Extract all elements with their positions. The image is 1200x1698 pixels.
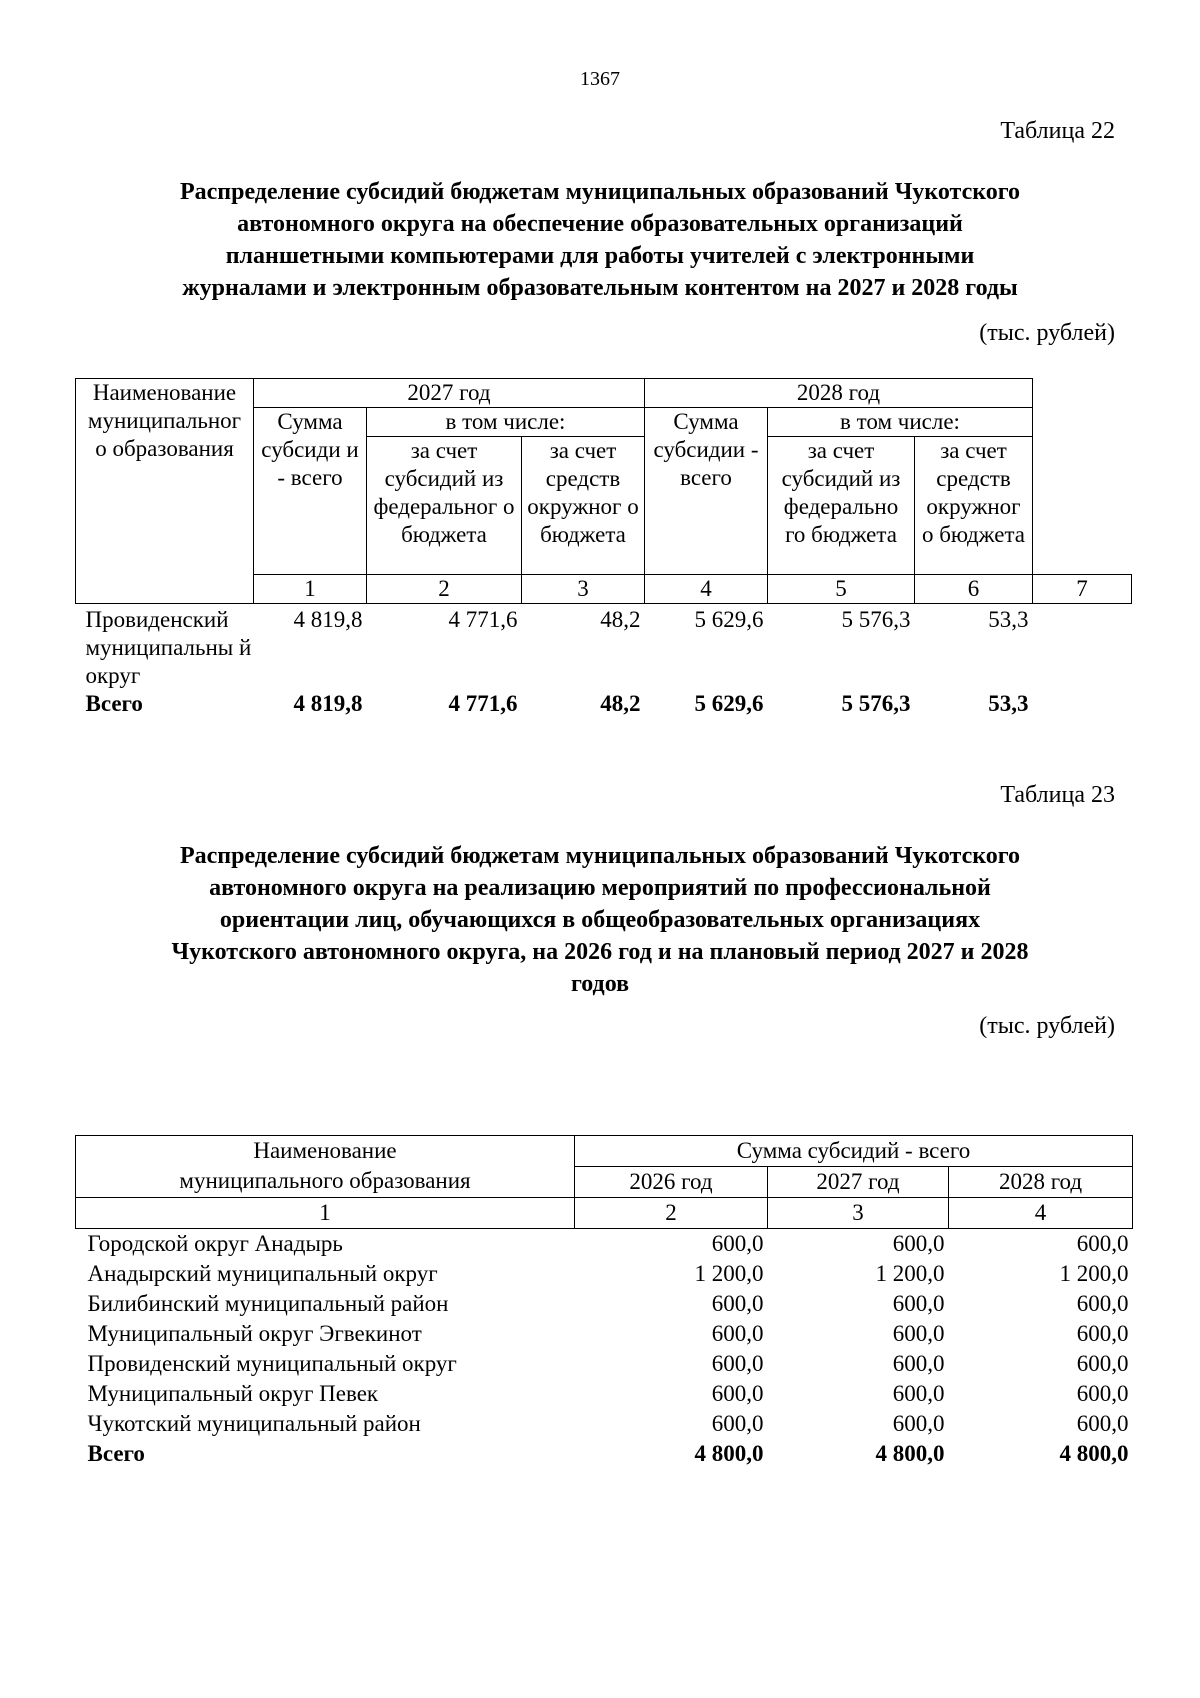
total-value: 53,3 — [988, 691, 1029, 716]
col-number: 1 — [254, 575, 367, 604]
cell-value: 4 819,8 — [293, 607, 363, 632]
col-number: 7 — [1033, 575, 1132, 604]
table-row — [76, 1259, 1133, 1289]
row-name: Провиденский муниципальны й округ — [85, 607, 252, 688]
cell-value: 600,0 — [711, 1231, 764, 1256]
subsidy-table-22 — [75, 378, 1132, 718]
cell-value: 600,0 — [892, 1381, 945, 1406]
header-sum-total: Сумма субсидий - всего — [575, 1136, 1133, 1167]
header-year-2028: 2028 год — [949, 1167, 1133, 1198]
col-number: 6 — [915, 575, 1033, 604]
header-including-2027: в том числе: — [367, 408, 645, 437]
col-number: 2 — [367, 575, 522, 604]
col-number: 4 — [949, 1198, 1133, 1229]
cell-value: 600,0 — [711, 1411, 764, 1436]
table-row — [76, 1289, 1133, 1319]
col-number: 3 — [522, 575, 645, 604]
cell-value: 53,3 — [988, 607, 1029, 632]
table-23-title — [60, 840, 1140, 1000]
total-value: 4 819,8 — [293, 691, 363, 716]
cell-value: 600,0 — [711, 1381, 764, 1406]
table-23-label: Таблица 23 — [1000, 782, 1115, 808]
row-name: Муниципальный округ Эгвекинот — [87, 1321, 422, 1346]
row-name: Билибинский муниципальный район — [87, 1291, 449, 1316]
cell-value: 600,0 — [1076, 1381, 1129, 1406]
total-value: 48,2 — [600, 691, 641, 716]
header-district-2028: за счет средств окружног о бюджета — [915, 437, 1033, 575]
title-line: ориентации лиц, обучающихся в общеобразовательных организациях — [219, 907, 981, 933]
total-label: Всего — [87, 1441, 145, 1466]
cell-value: 1 200,0 — [1059, 1261, 1129, 1286]
header-year-2026: 2026 год — [575, 1167, 768, 1198]
title-line: Распределение субсидий бюджетам муниципальных образований Чукотского — [179, 179, 1021, 205]
cell-value: 5 629,6 — [694, 607, 764, 632]
total-value: 5 576,3 — [841, 691, 911, 716]
cell-value: 600,0 — [892, 1231, 945, 1256]
total-value: 4 800,0 — [694, 1441, 764, 1466]
header-name-line: муниципального образования — [179, 1168, 471, 1193]
row-name: Чукотский муниципальный район — [87, 1411, 421, 1436]
cell-value: 1 200,0 — [875, 1261, 945, 1286]
cell-value: 600,0 — [711, 1351, 764, 1376]
table-row — [76, 1409, 1133, 1439]
header-total-2027: Сумма субсиди и - всего — [254, 408, 367, 575]
total-label: Всего — [85, 691, 143, 716]
cell-value: 600,0 — [1076, 1291, 1129, 1316]
subsidy-table-23 — [75, 1135, 1133, 1469]
total-value: 4 800,0 — [875, 1441, 945, 1466]
header-name-line: Наименование — [253, 1138, 397, 1163]
table-row — [76, 604, 1132, 691]
title-line: Чукотского автономного округа, на 2026 год и на плановый период 2027 и 2028 — [171, 939, 1029, 965]
cell-value: 600,0 — [892, 1291, 945, 1316]
table-row — [76, 1229, 1133, 1260]
col-number: 4 — [645, 575, 768, 604]
row-name: Провиденский муниципальный округ — [87, 1351, 457, 1376]
col-number: 5 — [768, 575, 915, 604]
cell-value: 1 200,0 — [694, 1261, 764, 1286]
cell-value: 600,0 — [711, 1321, 764, 1346]
cell-value: 600,0 — [1076, 1231, 1129, 1256]
cell-value: 600,0 — [892, 1321, 945, 1346]
header-name-column — [76, 1136, 575, 1198]
row-name: Муниципальный округ Певек — [87, 1381, 379, 1406]
page-number: 1367 — [580, 68, 620, 90]
table-row — [76, 1349, 1133, 1379]
total-row — [76, 690, 1132, 718]
header-district-2027: за счет средств окружног о бюджета — [522, 437, 645, 575]
title-line: журналами и электронным образовательным контентом на 2027 и 2028 годы — [182, 275, 1018, 301]
cell-value: 5 576,3 — [841, 607, 911, 632]
col-number: 3 — [768, 1198, 949, 1229]
row-name: Анадырский муниципальный округ — [87, 1261, 438, 1286]
cell-value: 4 771,6 — [448, 607, 518, 632]
cell-value: 600,0 — [1076, 1351, 1129, 1376]
header-year-2027: 2027 год — [254, 379, 645, 408]
table-row — [76, 1319, 1133, 1349]
table-row — [76, 1379, 1133, 1409]
total-value: 4 800,0 — [1059, 1441, 1129, 1466]
col-number: 1 — [76, 1198, 575, 1229]
total-value: 5 629,6 — [694, 691, 764, 716]
header-federal-2027: за счет субсидий из федеральног о бюджета — [367, 437, 522, 575]
table-22-units: (тыс. рублей) — [979, 320, 1115, 346]
total-value: 4 771,6 — [448, 691, 518, 716]
cell-value: 600,0 — [1076, 1411, 1129, 1436]
title-line: Распределение субсидий бюджетам муниципальных образований Чукотского — [179, 843, 1021, 869]
header-name-column: Наименование муниципальног о образования — [76, 379, 254, 604]
header-year-2028: 2028 год — [645, 379, 1033, 408]
table-23-units: (тыс. рублей) — [979, 1013, 1115, 1039]
row-name: Городской округ Анадырь — [87, 1231, 343, 1256]
cell-value: 600,0 — [711, 1291, 764, 1316]
column-number-row — [76, 1198, 1133, 1229]
cell-value: 48,2 — [600, 607, 641, 632]
title-line: годов — [570, 971, 630, 997]
header-total-2028: Сумма субсидии - всего — [645, 408, 768, 575]
title-line: планшетными компьютерами для работы учителей с электронными — [225, 243, 975, 269]
cell-value: 600,0 — [1076, 1321, 1129, 1346]
total-row — [76, 1439, 1133, 1469]
title-line: автономного округа на реализацию мероприятий по профессиональной — [209, 875, 991, 901]
header-year-2027: 2027 год — [768, 1167, 949, 1198]
col-number: 2 — [575, 1198, 768, 1229]
title-line: автономного округа на обеспечение образовательных организаций — [237, 211, 963, 237]
cell-value: 600,0 — [892, 1411, 945, 1436]
header-including-2028: в том числе: — [768, 408, 1033, 437]
cell-value: 600,0 — [892, 1351, 945, 1376]
table-22-title — [60, 176, 1140, 304]
header-federal-2028: за счет субсидий из федерально го бюджета — [768, 437, 915, 575]
table-22-label: Таблица 22 — [1000, 118, 1115, 144]
